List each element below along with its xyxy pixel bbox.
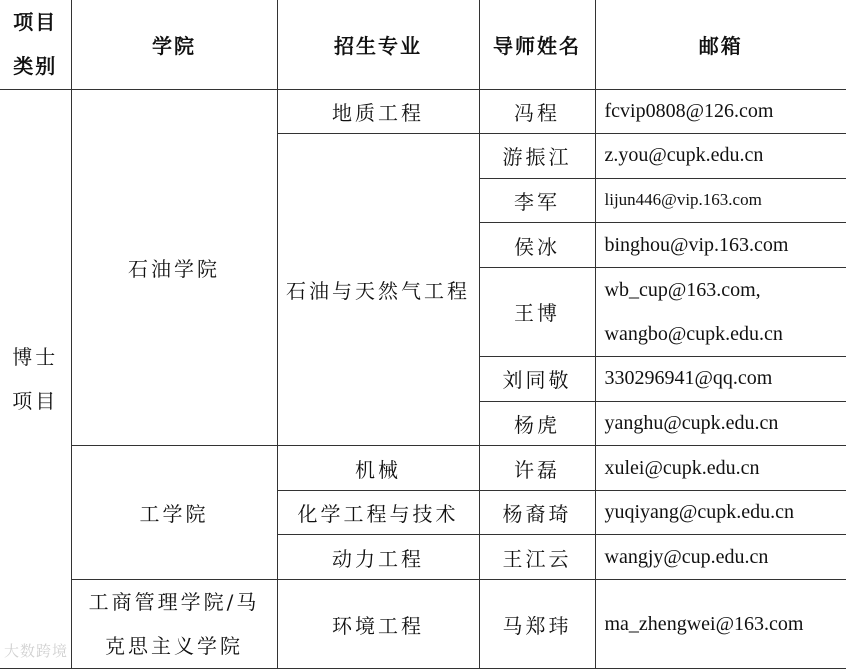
advisor-name: 侯冰 xyxy=(479,223,595,268)
advisor-email: yanghu@cupk.edu.cn xyxy=(595,401,846,446)
advisor-email: 330296941@qq.com xyxy=(595,357,846,402)
advisor-email-line2: wangbo@cupk.edu.cn xyxy=(604,322,783,345)
header-advisor: 导师姓名 xyxy=(479,0,595,89)
header-row xyxy=(0,0,846,89)
advisor-email: fcvip0808@126.com xyxy=(595,89,846,134)
college-business xyxy=(71,580,277,669)
advisor-email xyxy=(595,267,846,356)
advisor-email: ma_zhengwei@163.com xyxy=(595,580,846,669)
category-line2: 项目 xyxy=(12,388,59,413)
advisor-name: 王江云 xyxy=(479,535,595,580)
watermark: 大数跨境 xyxy=(4,642,69,660)
header-email: 邮箱 xyxy=(595,0,846,89)
major-mechanical: 机械 xyxy=(277,446,479,491)
advisor-name: 李军 xyxy=(479,178,595,223)
advisor-email: lijun446@vip.163.com xyxy=(595,178,846,223)
header-major: 招生专业 xyxy=(277,0,479,89)
table-row xyxy=(0,580,846,625)
college-engineering: 工学院 xyxy=(71,446,277,580)
advisor-email: z.you@cupk.edu.cn xyxy=(595,134,846,179)
advisor-name: 游振江 xyxy=(479,134,595,179)
advisor-email: wangjy@cup.edu.cn xyxy=(595,535,846,580)
table-row xyxy=(0,89,846,134)
advisor-email: xulei@cupk.edu.cn xyxy=(595,446,846,491)
header-college: 学院 xyxy=(71,0,277,89)
header-category xyxy=(0,0,71,89)
college-business-line2: 克思主义学院 xyxy=(105,634,243,659)
advisor-email: yuqiyang@cupk.edu.cn xyxy=(595,490,846,535)
advisor-email: binghou@vip.163.com xyxy=(595,223,846,268)
advisor-name: 杨虎 xyxy=(479,401,595,446)
advisor-name: 刘同敬 xyxy=(479,357,595,402)
advisor-name: 马郑玮 xyxy=(479,580,595,669)
header-category-line1: 项目 xyxy=(13,10,58,35)
major-power: 动力工程 xyxy=(277,535,479,580)
table-row xyxy=(0,446,846,491)
major-chemical: 化学工程与技术 xyxy=(277,490,479,535)
category-line1: 博士 xyxy=(12,344,59,369)
college-business-line1: 工商管理学院/马 xyxy=(88,590,260,615)
major-environment: 环境工程 xyxy=(277,580,479,669)
advisor-name: 杨裔琦 xyxy=(479,490,595,535)
category-cell xyxy=(0,89,71,669)
header-category-line2: 类别 xyxy=(13,54,58,79)
advisor-name: 许磊 xyxy=(479,446,595,491)
major-petroleum-gas: 石油与天然气工程 xyxy=(277,134,479,446)
advisor-name: 王博 xyxy=(479,267,595,356)
advisor-name: 冯程 xyxy=(479,89,595,134)
major-geology: 地质工程 xyxy=(277,89,479,134)
college-petroleum: 石油学院 xyxy=(71,89,277,446)
advisor-email-line1: wb_cup@163.com, xyxy=(604,278,761,301)
